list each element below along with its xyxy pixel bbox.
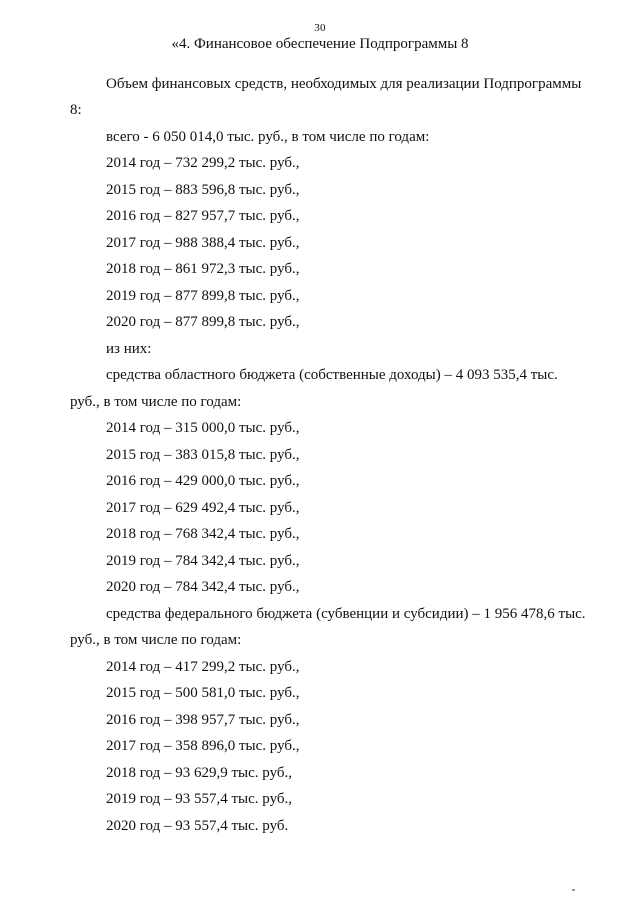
scan-speck xyxy=(572,889,575,891)
intro-line: Объем финансовых средств, необходимых для реализации Подпрограммы xyxy=(106,76,582,92)
list-item: 2020 год – 784 342,4 тыс. руб., xyxy=(106,579,300,595)
list-item: 2015 год – 883 596,8 тыс. руб., xyxy=(106,182,300,198)
regional-budget-line: средства областного бюджета (собственные доходы) – 4 093 535,4 тыс. xyxy=(106,367,558,383)
list-item: 2019 год – 784 342,4 тыс. руб., xyxy=(106,553,300,569)
list-item: 2016 год – 429 000,0 тыс. руб., xyxy=(106,473,300,489)
list-item: 2017 год – 629 492,4 тыс. руб., xyxy=(106,500,300,516)
federal-budget-line: средства федерального бюджета (субвенции и субсидии) – 1 956 478,6 тыс. xyxy=(106,606,586,622)
page-number: 30 xyxy=(314,22,326,34)
list-item: 2017 год – 988 388,4 тыс. руб., xyxy=(106,235,300,251)
list-item: 2014 год – 732 299,2 тыс. руб., xyxy=(106,155,300,171)
regional-budget-line-continued: руб., в том числе по годам: xyxy=(70,394,242,410)
list-item: 2018 год – 861 972,3 тыс. руб., xyxy=(106,261,300,277)
list-item: 2020 год – 877 899,8 тыс. руб., xyxy=(106,314,300,330)
list-item: 2018 год – 93 629,9 тыс. руб., xyxy=(106,765,293,781)
list-item: 2015 год – 383 015,8 тыс. руб., xyxy=(106,447,300,463)
list-item: 2016 год – 398 957,7 тыс. руб., xyxy=(106,712,300,728)
list-item: 2018 год – 768 342,4 тыс. руб., xyxy=(106,526,300,542)
list-item: 2014 год – 315 000,0 тыс. руб., xyxy=(106,420,300,436)
of-which-label: из них: xyxy=(106,341,152,357)
list-item: 2015 год – 500 581,0 тыс. руб., xyxy=(106,685,300,701)
list-item: 2020 год – 93 557,4 тыс. руб. xyxy=(106,818,289,834)
section-heading: «4. Финансовое обеспечение Подпрограммы 8 xyxy=(171,36,469,52)
intro-line-continued: 8: xyxy=(70,102,82,118)
list-item: 2017 год – 358 896,0 тыс. руб., xyxy=(106,738,300,754)
list-item: 2019 год – 877 899,8 тыс. руб., xyxy=(106,288,300,304)
list-item: 2016 год – 827 957,7 тыс. руб., xyxy=(106,208,300,224)
list-item: 2014 год – 417 299,2 тыс. руб., xyxy=(106,659,300,675)
list-item: 2019 год – 93 557,4 тыс. руб., xyxy=(106,791,293,807)
total-amount: всего - 6 050 014,0 тыс. руб., в том числе по годам: xyxy=(106,129,430,145)
federal-budget-line-continued: руб., в том числе по годам: xyxy=(70,632,242,648)
